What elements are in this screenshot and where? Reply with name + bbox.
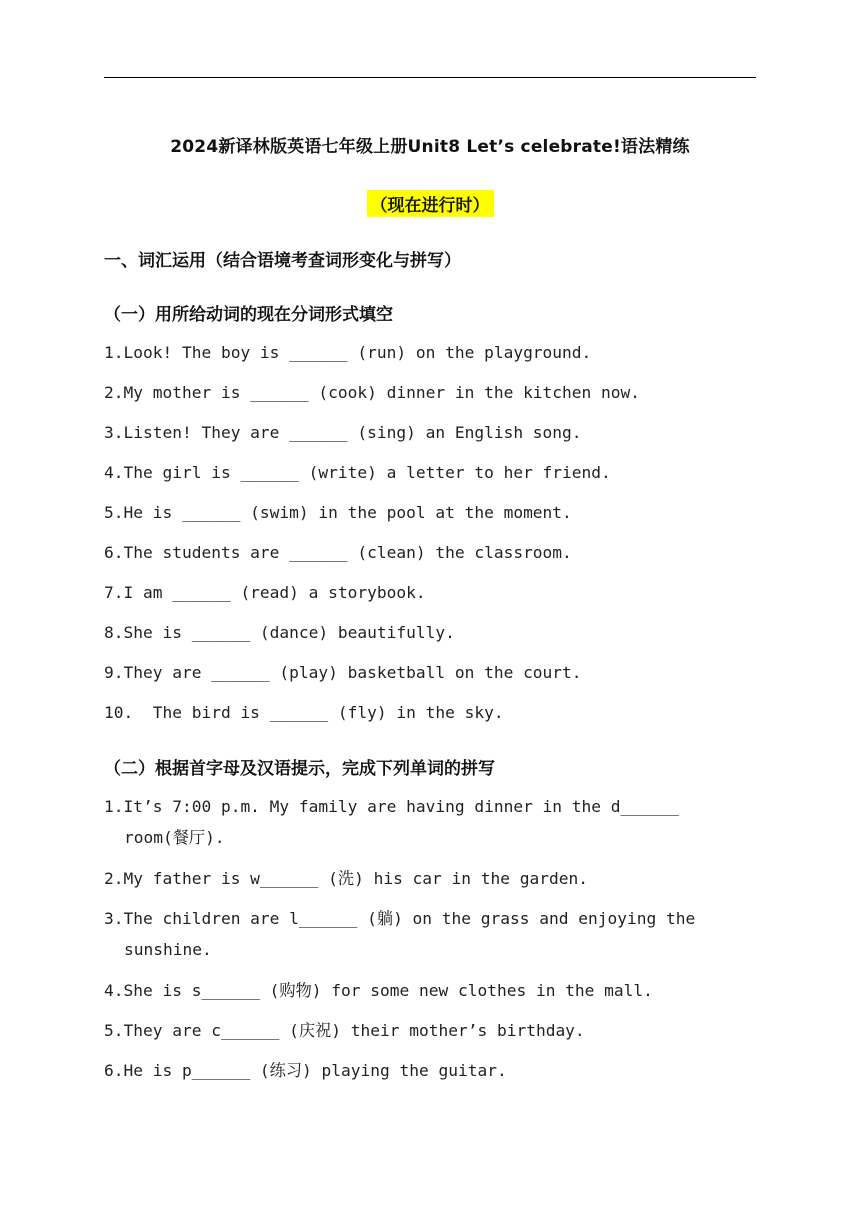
subtitle-container (0, 190, 860, 217)
exercise-item: 1.It’s 7:00 p.m. My family are having dinner in the d______ room(餐厅). (104, 797, 689, 847)
exercise-item: 2.My father is w______ (洗) his car in the garden. (104, 869, 588, 888)
exercise-item: 9.They are ______ (play) basketball on the court. (104, 663, 582, 682)
document-title: 2024新译林版英语七年级上册Unit8 Let’s celebrate!语法精练 (170, 137, 690, 157)
part-heading-1: （一）用所给动词的现在分词形式填空 (104, 305, 393, 325)
exercise-item: 8.She is ______ (dance) beautifully. (104, 623, 455, 642)
exercise-item: 6.He is p______ (练习) playing the guitar. (104, 1061, 507, 1080)
exercise-item: 4.She is s______ (购物) for some new clothes in the mall. (104, 981, 653, 1000)
section-heading: 一、词汇运用（结合语境考查词形变化与拼写） (104, 251, 461, 271)
exercise-item: 10. The bird is ______ (fly) in the sky. (104, 703, 504, 722)
exercise-item: 2.My mother is ______ (cook) dinner in the kitchen now. (104, 383, 641, 402)
exercise-item: 7.I am ______ (read) a storybook. (104, 583, 426, 602)
exercise-item: 1.Look! The boy is ______ (run) on the playground. (104, 343, 592, 362)
exercise-item: 5.He is ______ (swim) in the pool at the moment. (104, 503, 572, 522)
exercise-item: 4.The girl is ______ (write) a letter to her friend. (104, 463, 611, 482)
exercise-item: 5.They are c______ (庆祝) their mother’s birthday. (104, 1021, 585, 1040)
exercise-item: 3.The children are l______ (躺) on the grass and enjoying the sunshine. (104, 909, 705, 959)
exercise-item: 6.The students are ______ (clean) the classroom. (104, 543, 572, 562)
document-subtitle: （现在进行时） (367, 190, 494, 217)
header-rule (104, 77, 756, 78)
exercise-item: 3.Listen! They are ______ (sing) an English song. (104, 423, 582, 442)
part-heading-2: （二）根据首字母及汉语提示，完成下列单词的拼写 (104, 759, 495, 779)
